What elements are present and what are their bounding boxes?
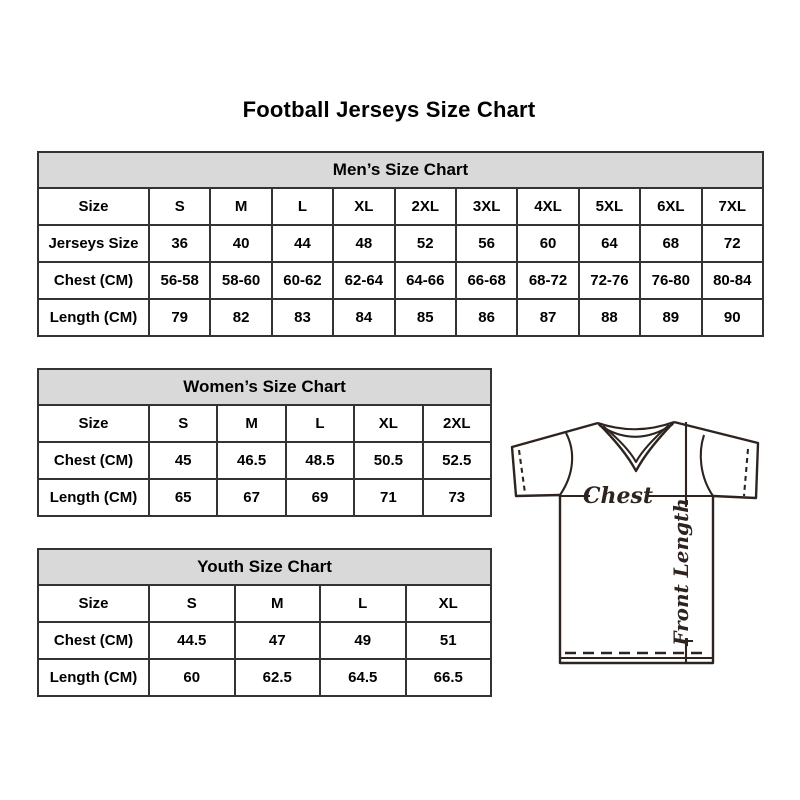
row-header-cell: Length (CM) (38, 659, 149, 696)
data-cell: 60 (149, 659, 235, 696)
data-cell: 66.5 (406, 659, 492, 696)
data-cell: 52.5 (423, 442, 491, 479)
data-cell: 86 (456, 299, 517, 336)
row-header-cell: Size (38, 188, 149, 225)
data-cell: XL (406, 585, 492, 622)
data-cell: 4XL (517, 188, 578, 225)
data-cell: 7XL (702, 188, 763, 225)
data-cell: M (210, 188, 271, 225)
data-cell: S (149, 188, 210, 225)
front-length-label: Front Length (669, 498, 693, 646)
data-cell: 72 (702, 225, 763, 262)
table-row (38, 405, 491, 442)
data-cell: 60 (517, 225, 578, 262)
table-header-row (38, 549, 491, 585)
data-cell: 80-84 (702, 262, 763, 299)
data-cell: 68 (640, 225, 701, 262)
data-cell: 47 (235, 622, 321, 659)
data-cell: M (217, 405, 285, 442)
data-cell: 46.5 (217, 442, 285, 479)
youth-size-table (37, 548, 492, 697)
data-cell: S (149, 405, 217, 442)
data-cell: 2XL (423, 405, 491, 442)
data-cell: 6XL (640, 188, 701, 225)
data-cell: XL (354, 405, 422, 442)
table-header-row (38, 152, 763, 188)
data-cell: 84 (333, 299, 394, 336)
table-row (38, 585, 491, 622)
data-cell: 36 (149, 225, 210, 262)
data-cell: M (235, 585, 321, 622)
table-title: Women’s Size Chart (38, 369, 491, 405)
data-cell: 69 (286, 479, 354, 516)
data-cell: 72-76 (579, 262, 640, 299)
womens-size-table (37, 368, 492, 517)
data-cell: 62.5 (235, 659, 321, 696)
cuff-dash-left (519, 450, 525, 493)
data-cell: 3XL (456, 188, 517, 225)
table-title: Youth Size Chart (38, 549, 491, 585)
data-cell: 62-64 (333, 262, 394, 299)
table-row (38, 479, 491, 516)
data-cell: L (286, 405, 354, 442)
row-header-cell: Chest (CM) (38, 442, 149, 479)
data-cell: L (272, 188, 333, 225)
data-cell: 85 (395, 299, 456, 336)
jersey-outline (512, 422, 758, 663)
row-header-cell: Length (CM) (38, 299, 149, 336)
data-cell: 64.5 (320, 659, 406, 696)
data-cell: 89 (640, 299, 701, 336)
mens-size-table (37, 151, 764, 337)
data-cell: 88 (579, 299, 640, 336)
data-cell: 90 (702, 299, 763, 336)
data-cell: 5XL (579, 188, 640, 225)
row-header-cell: Size (38, 405, 149, 442)
data-cell: 40 (210, 225, 271, 262)
data-cell: 83 (272, 299, 333, 336)
table-title: Men’s Size Chart (38, 152, 763, 188)
data-cell: 52 (395, 225, 456, 262)
data-cell: 64 (579, 225, 640, 262)
data-cell: 49 (320, 622, 406, 659)
data-cell: 51 (406, 622, 492, 659)
data-cell: 44 (272, 225, 333, 262)
data-cell: 64-66 (395, 262, 456, 299)
armhole-seam-right (701, 435, 713, 496)
cuff-dash-right (744, 449, 748, 496)
table-row (38, 299, 763, 336)
row-header-cell: Chest (CM) (38, 262, 149, 299)
row-header-cell: Size (38, 585, 149, 622)
data-cell: 79 (149, 299, 210, 336)
page-title: Football Jerseys Size Chart (242, 97, 536, 122)
data-cell: 82 (210, 299, 271, 336)
chest-label: Chest (582, 483, 654, 509)
table-row (38, 188, 763, 225)
data-cell: 60-62 (272, 262, 333, 299)
data-cell: 76-80 (640, 262, 701, 299)
table-row (38, 262, 763, 299)
data-cell: 67 (217, 479, 285, 516)
armhole-seam-left (560, 433, 572, 495)
data-cell: S (149, 585, 235, 622)
table-header-row (38, 369, 491, 405)
data-cell: 65 (149, 479, 217, 516)
row-header-cell: Length (CM) (38, 479, 149, 516)
table-row (38, 659, 491, 696)
data-cell: 2XL (395, 188, 456, 225)
data-cell: XL (333, 188, 394, 225)
data-cell: 56-58 (149, 262, 210, 299)
data-cell: 45 (149, 442, 217, 479)
data-cell: 48 (333, 225, 394, 262)
data-cell: 73 (423, 479, 491, 516)
data-cell: 50.5 (354, 442, 422, 479)
data-cell: 56 (456, 225, 517, 262)
data-cell: 48.5 (286, 442, 354, 479)
row-header-cell: Chest (CM) (38, 622, 149, 659)
data-cell: 44.5 (149, 622, 235, 659)
table-row (38, 442, 491, 479)
row-header-cell: Jerseys Size (38, 225, 149, 262)
jersey-measurement-diagram (490, 395, 780, 685)
collar-back-arc-1 (598, 422, 674, 429)
data-cell: 66-68 (456, 262, 517, 299)
data-cell: 68-72 (517, 262, 578, 299)
data-cell: 71 (354, 479, 422, 516)
table-row (38, 225, 763, 262)
table-row (38, 622, 491, 659)
data-cell: L (320, 585, 406, 622)
data-cell: 87 (517, 299, 578, 336)
data-cell: 58-60 (210, 262, 271, 299)
